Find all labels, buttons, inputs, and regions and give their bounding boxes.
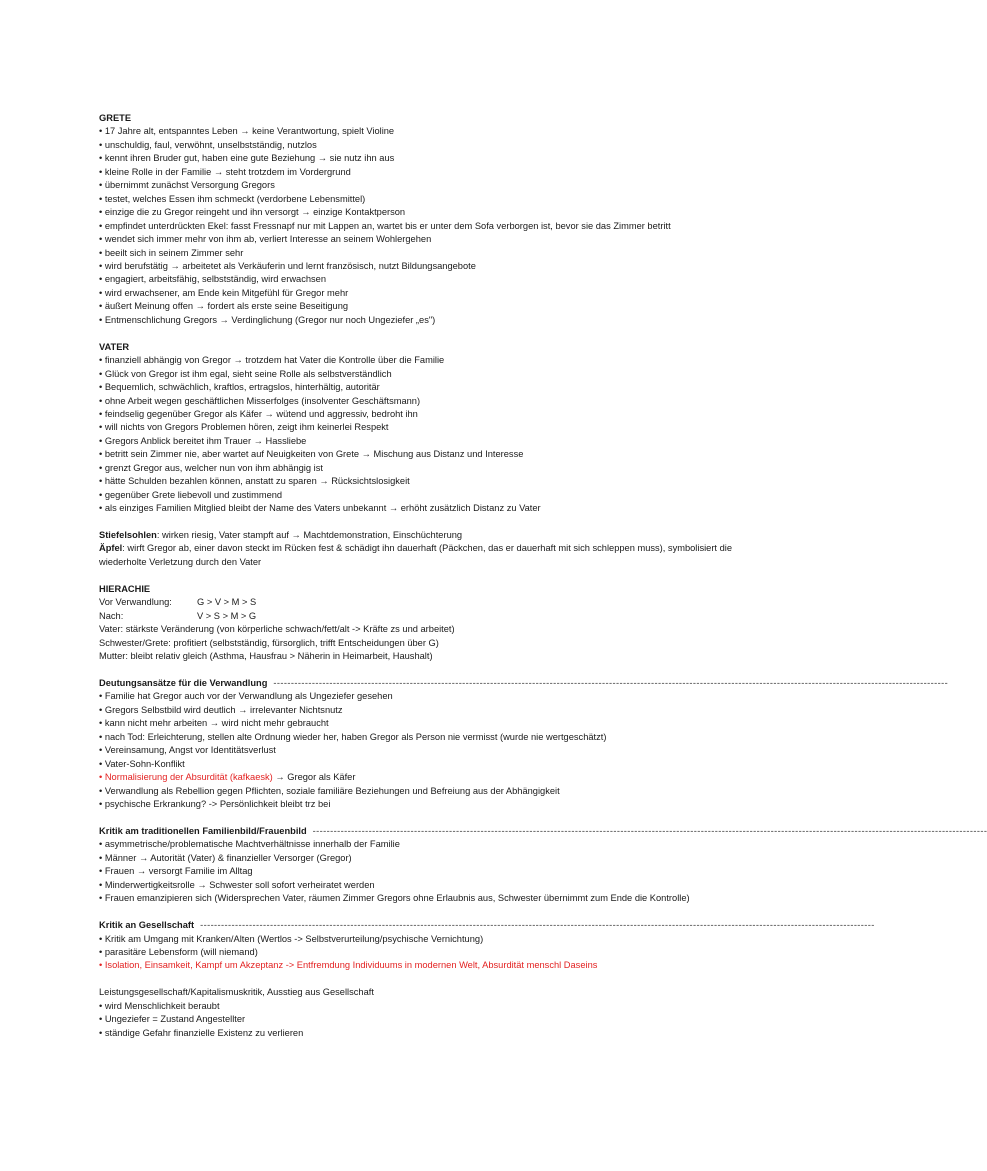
list-item: • betritt sein Zimmer nie, aber wartet auf Neuigkeiten von Grete → Mischung aus Distanz und Interesse [99,449,524,460]
list-item: • 17 Jahre alt, entspanntes Leben → keine Verantwortung, spielt Violine [99,126,395,137]
list-item: • Vereinsamung, Angst vor Identitätsverlust [99,745,276,756]
hierarchy-after [99,610,739,623]
list-item: • parasitäre Lebensform (will niemand) [99,947,258,957]
list-item: Schwester/Grete: profitiert (selbstständig, fürsorglich, trifft Entscheidungen über G) [99,637,439,648]
list-item: • Familie hat Gregor auch vor der Verwandlung als Ungeziefer gesehen [99,691,393,702]
list-item: • will nichts von Gregors Problemen hören, zeigt ihm keinerlei Respekt [99,422,389,433]
list-item: • äußert Meinung offen → fordert als erste seine Beseitigung [99,301,349,312]
section-heading: Deutungsansätze für die Verwandlung [99,677,268,688]
list-item: • engagiert, arbeitsfähig, selbstständig, wird erwachsen [99,274,327,285]
list-item: • Entmenschlichung Gregors → Verdinglichung (Gregor nur noch Ungeziefer „es") [99,314,436,325]
dash-rule: ------------------------------------------------------------------------------------------------------------------------------------------------------------------------------------------------- [273,677,949,688]
list-item: • testet, welches Essen ihm schmeckt (verdorbene Lebensmittel) [99,193,366,204]
section-heading: Kritik am traditionellen Familienbild/Frauenbild [99,825,307,836]
list-item: • wendet sich immer mehr von ihm ab, verliert Interesse an seinem Wohlergehen [99,234,432,245]
symbol-label: Äpfel [99,543,123,554]
list-item: • wird erwachsener, am Ende kein Mitgefühl für Gregor mehr [99,287,349,298]
list-item-highlight [99,771,739,784]
section-title-hierarchie: HIERACHIE [99,583,151,594]
list-item: • asymmetrische/problematische Machtverhältnisse innerhalb der Familie [99,839,400,850]
list-item-highlight: • Isolation, Einsamkeit, Kampf um Akzeptanz -> Entfremdung Individuums in modernen Welt, Absurdität menschl Daseins [99,960,598,971]
list-item: • einzige die zu Gregor reingeht und ihn versorgt → einzige Kontaktperson [99,207,406,218]
list-item: • übernimmt zunächst Versorgung Gregors [99,180,275,191]
list-item: • kann nicht mehr arbeiten → wird nicht mehr gebraucht [99,718,329,729]
symbol-aepfel [99,542,739,569]
list-item: • Minderwertigkeitsrolle → Schwester soll sofort verheiratet werden [99,879,375,890]
hierarchy-value: G > V > M > S [197,597,257,608]
list-item: • Gregors Anblick bereitet ihm Trauer → Hassliebe [99,435,307,446]
list-item: • beeilt sich in seinem Zimmer sehr [99,247,244,258]
list-item: • hätte Schulden bezahlen können, anstatt zu sparen → Rücksichtslosigkeit [99,476,410,487]
list-item: • Ungeziefer = Zustand Angestellter [99,1014,246,1025]
list-item: • grenzt Gregor aus, welcher nun von ihm abhängig ist [99,462,323,473]
symbol-text: : wirken riesig, Vater stampft auf → Machtdemonstration, Einschüchterung [156,530,463,541]
section-title-kritik-gesellschaft [99,919,875,932]
list-item: • wird Menschlichkeit beraubt [99,1000,220,1011]
list-item: • kennt ihren Bruder gut, haben eine gute Beziehung → sie nutz ihn aus [99,153,395,164]
symbol-text: : wirft Gregor ab, einer davon steckt im Rücken fest & schädigt ihn dauerhaft (Päckchen, das er dauerhaft mit sich schleppen muss), symbolisiert die wiederholte Verletzung durch den Vater [99,543,732,567]
list-item: Mutter: bleibt relativ gleich (Asthma, Hausfrau > Näherin in Heimarbeit, Haushalt) [99,651,433,662]
list-item: • nach Tod: Erleichterung, stellen alte Ordnung wieder her, haben Gregor als Person nie vermisst (wurde nie wertgeschätzt) [99,731,607,742]
document-page [99,112,987,1040]
symbol-label: Stiefelsohlen [99,530,157,541]
list-item: • gegenüber Grete liebevoll und zustimmend [99,489,283,500]
list-item: • Frauen → versorgt Familie im Alltag [99,866,253,877]
section-title-leistung: Leistungsgesellschaft/Kapitalismuskritik, Ausstieg aus Gesellschaft [99,987,374,998]
list-item: • psychische Erkrankung? -> Persönlichkeit bleibt trz bei [99,799,331,810]
list-item: • unschuldig, faul, verwöhnt, unselbstständig, nutzlos [99,139,317,150]
bullet: • [99,772,105,783]
list-item: • finanziell abhängig von Gregor → trotzdem hat Vater die Kontrolle über die Familie [99,355,445,366]
list-item: • ohne Arbeit wegen geschäftlichen Misserfolges (insolventer Geschäftsmann) [99,395,421,406]
section-title-grete: GRETE [99,113,132,123]
list-item: • empfindet unterdrückten Ekel: fasst Fressnapf nur mit Lappen an, wartet bis er unter dem Sofa verborgen ist, bevor sie das Zimmer betritt [99,220,671,231]
highlight-text: Normalisierung der Absurdität (kafkaesk) [104,772,273,783]
list-item: • kleine Rolle in der Familie → steht trotzdem im Vordergrund [99,166,351,177]
list-item: • Gregors Selbstbild wird deutlich → irrelevanter Nichtsnutz [99,704,343,715]
list-item: • Glück von Gregor ist ihm egal, sieht seine Rolle als selbstverständlich [99,368,392,379]
list-item: • Männer → Autorität (Vater) & finanzieller Versorger (Gregor) [99,852,352,863]
list-item: • Frauen emanzipieren sich (Widersprechen Vater, räumen Zimmer Gregors ohne Erlaubnis aus, Schwester übernimmt zum Ende die Kontrolle) [99,893,690,904]
hierarchy-label: Nach: [99,610,124,621]
hierarchy-label: Vor Verwandlung: [99,597,172,608]
list-item: • als einziges Familien Mitglied bleibt der Name des Vaters unbekannt → erhöht zusätzlich Distanz zu Vater [99,503,541,514]
hierarchy-value: V > S > M > G [197,610,257,621]
section-title-vater: VATER [99,341,130,352]
list-item: • ständige Gefahr finanzielle Existenz zu verlieren [99,1027,304,1038]
section-heading: Kritik an Gesellschaft [99,920,195,931]
list-item-rest: → Gregor als Käfer [272,772,356,783]
list-item: • feindselig gegenüber Gregor als Käfer → wütend und aggressiv, bedroht ihn [99,408,418,419]
section-title-deutung [99,677,949,690]
list-item: • wird berufstätig → arbeitetet als Verkäuferin und lernt französisch, nutzt Bildungsangebote [99,260,476,271]
list-item: • Vater-Sohn-Konflikt [99,758,185,769]
symbol-stiefelsohlen [99,529,739,542]
list-item: • Verwandlung als Rebellion gegen Pflichten, soziale familiäre Beziehungen und Befreiung aus der Abhängigkeit [99,785,560,796]
list-item: Vater: stärkste Veränderung (von körperliche schwach/fett/alt -> Kräfte zs und arbeitet) [99,624,455,635]
dash-rule: ------------------------------------------------------------------------------------------------------------------------------------------------------------------------------------------------- [312,825,987,836]
section-title-kritik-familie [99,825,987,838]
hierarchy-before [99,596,739,609]
dash-rule: ------------------------------------------------------------------------------------------------------------------------------------------------------------------------------------------------- [200,920,875,931]
list-item: • Kritik am Umgang mit Kranken/Alten (Wertlos -> Selbstverurteilung/psychische Vernichtung) [99,933,484,944]
list-item: • Bequemlich, schwächlich, kraftlos, ertragslos, hinterhältig, autoritär [99,382,380,393]
